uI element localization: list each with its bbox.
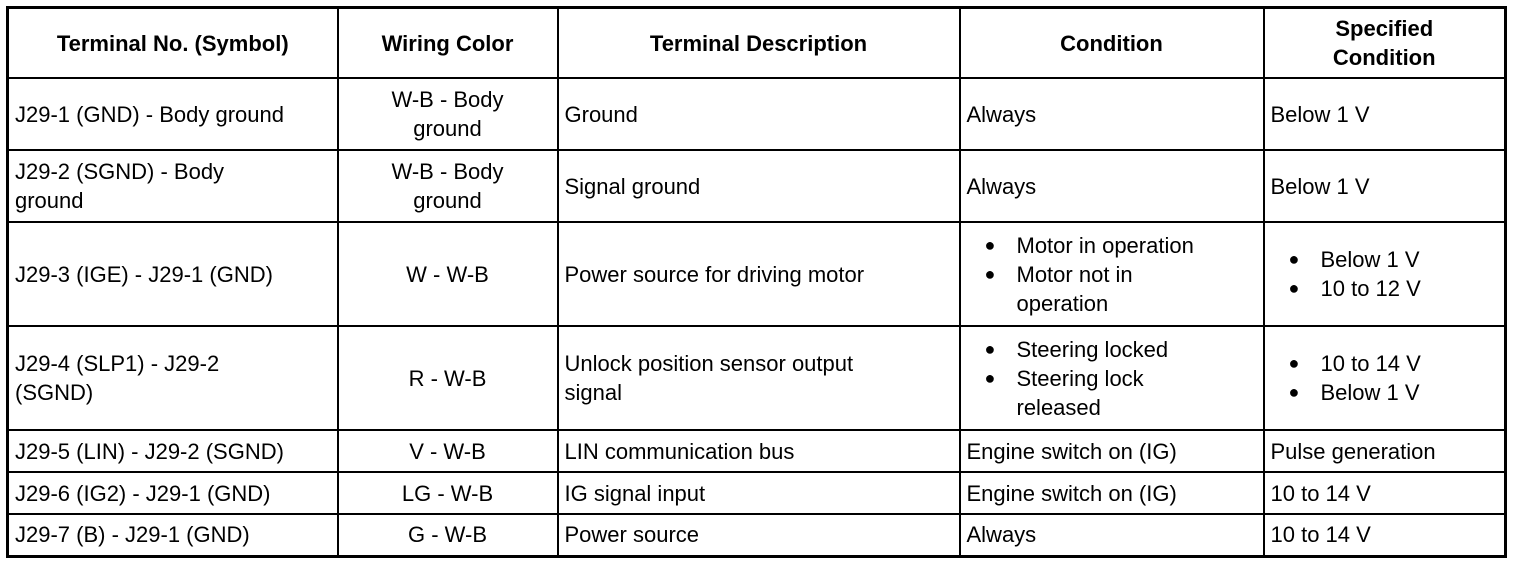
specified-bullet-item: ● 10 to 12 V xyxy=(1289,274,1499,303)
terminal-table xyxy=(6,6,1507,558)
wiring-color-cell: W-B - Body ground xyxy=(338,78,558,150)
specified-bullet-item: ● Below 1 V xyxy=(1289,378,1499,407)
wiring-color-cell: W-B - Body ground xyxy=(338,150,558,222)
terminal-cell: J29-7 (B) - J29-1 (GND) xyxy=(8,514,338,556)
specified-cell: Below 1 V xyxy=(1264,150,1506,222)
table-row xyxy=(8,222,1506,326)
specified-cell: 10 to 14 V xyxy=(1264,514,1506,556)
condition-bullet-item: ● Motor in operation xyxy=(985,231,1257,260)
condition-cell: Always xyxy=(960,150,1264,222)
description-cell: Power source for driving motor xyxy=(558,222,960,326)
description-cell: Unlock position sensor output signal xyxy=(558,326,960,430)
terminal-cell: J29-2 (SGND) - Body ground xyxy=(8,150,338,222)
terminal-table-container xyxy=(6,6,1507,558)
wiring-color-cell: W - W-B xyxy=(338,222,558,326)
condition-cell: Engine switch on (IG) xyxy=(960,472,1264,514)
header-wiring-color: Wiring Color xyxy=(338,8,558,79)
description-cell: IG signal input xyxy=(558,472,960,514)
specified-cell: 10 to 14 V xyxy=(1264,472,1506,514)
description-cell: Signal ground xyxy=(558,150,960,222)
terminal-cell: J29-4 (SLP1) - J29-2 (SGND) xyxy=(8,326,338,430)
specified-bullet-item: ● 10 to 14 V xyxy=(1289,349,1499,378)
table-row xyxy=(8,514,1506,556)
terminal-cell: J29-6 (IG2) - J29-1 (GND) xyxy=(8,472,338,514)
description-cell: LIN communication bus xyxy=(558,430,960,472)
wiring-color-cell: V - W-B xyxy=(338,430,558,472)
wiring-color-cell: G - W-B xyxy=(338,514,558,556)
specified-cell: Pulse generation xyxy=(1264,430,1506,472)
table-row xyxy=(8,430,1506,472)
header-terminal-description: Terminal Description xyxy=(558,8,960,79)
description-cell: Ground xyxy=(558,78,960,150)
table-row xyxy=(8,472,1506,514)
header-specified-condition: Specified Condition xyxy=(1264,8,1506,79)
condition-cell: Engine switch on (IG) xyxy=(960,430,1264,472)
header-condition: Condition xyxy=(960,8,1264,79)
condition-cell: Always xyxy=(960,78,1264,150)
condition-bullet-item: ● Motor not in operation xyxy=(985,260,1157,318)
wiring-color-cell: LG - W-B xyxy=(338,472,558,514)
description-cell: Power source xyxy=(558,514,960,556)
terminal-cell: J29-3 (IGE) - J29-1 (GND) xyxy=(8,222,338,326)
condition-bullet-item: ● Steering locked xyxy=(985,335,1257,364)
header-terminal: Terminal No. (Symbol) xyxy=(8,8,338,79)
specified-cell xyxy=(1264,326,1506,430)
condition-cell xyxy=(960,326,1264,430)
terminal-cell: J29-5 (LIN) - J29-2 (SGND) xyxy=(8,430,338,472)
specified-cell: Below 1 V xyxy=(1264,78,1506,150)
condition-cell xyxy=(960,222,1264,326)
condition-cell: Always xyxy=(960,514,1264,556)
condition-bullet-item: ● Steering lock released xyxy=(985,364,1177,422)
table-row xyxy=(8,150,1506,222)
table-row xyxy=(8,326,1506,430)
specified-bullet-item: ● Below 1 V xyxy=(1289,245,1499,274)
terminal-cell: J29-1 (GND) - Body ground xyxy=(8,78,338,150)
table-row xyxy=(8,78,1506,150)
wiring-color-cell: R - W-B xyxy=(338,326,558,430)
specified-cell xyxy=(1264,222,1506,326)
table-header-row xyxy=(8,8,1506,79)
